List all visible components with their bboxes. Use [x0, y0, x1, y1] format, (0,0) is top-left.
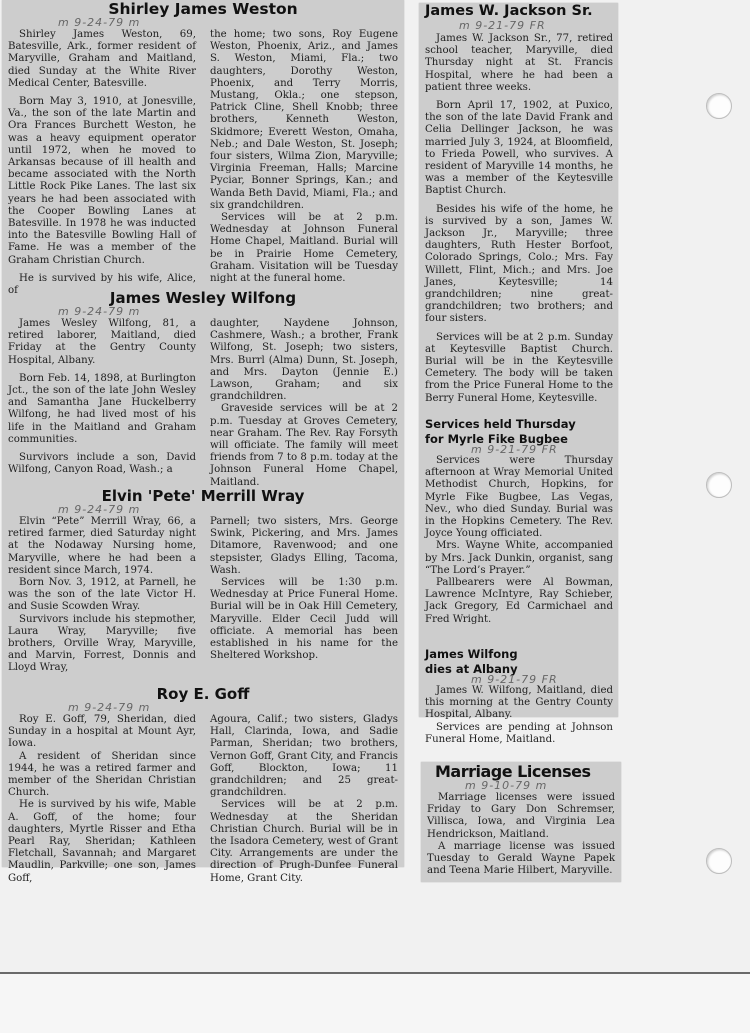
marriage-licenses-clipping — [421, 762, 621, 882]
binder-hole — [706, 848, 732, 874]
handwritten-date: m 9-21-79 FR — [459, 19, 546, 32]
headline: Marriage Licenses — [435, 762, 591, 781]
subhead-line-2: for Myrle Fike Bugbee — [425, 432, 568, 446]
paragraph: Besides his wife of the home, he is survived by a son, James W. Jackson Jr., Maryville; three daughters, Ruth Hester Borfoot, Colorado Springs, Colo.; Mrs. Fay Willett, Flint, Mich.; and Mrs. Joe Janes, Keytesville; 14 grandchildren; nine great-grandchildren; two brothers; and four sisters. — [425, 203, 613, 325]
paragraph: Parnell; two sisters, Mrs. George Swink, Pickering, and Mrs. James Ditamore, Ravenwood; and one stepsister, Gladys Elling, Tacoma, Wash. — [210, 516, 398, 576]
subhead-line-1: James Wilfong — [425, 647, 518, 661]
subhead-line-2: dies at Albany — [425, 662, 518, 676]
headline: Shirley James Weston — [108, 0, 298, 18]
paragraph: James W. Wilfong, Maitland, died this morning at the Gentry County Hospital, Albany. — [425, 685, 613, 721]
paragraph: Agoura, Calif.; two sisters, Gladys Hall, Clarinda, Iowa, and Sadie Parman, Sheridan; two brothers, Vernon Goff, Grant City, and Francis Goff, Blockton, Iowa; 11 grandchildren; and 25 great-grandchildren. — [210, 714, 398, 799]
paragraph: daughter, Naydene Johnson, Cashmere, Wash.; a brother, Frank Wilfong, St. Joseph; two sisters, Mrs. Burrl (Alma) Dunn, St. Joseph, and Mrs. Dayton (Jennie E.) Lawson, Graham; and six grandchildren. — [210, 318, 398, 403]
column-1 — [8, 318, 196, 489]
obituaries-clipping — [2, 0, 404, 884]
paragraph: Elvin “Pete” Merrill Wray, 66, a retired farmer, died Saturday night at the Nodaway Nursing home, Maryville, where he had been a resident since March, 1974. — [8, 516, 196, 576]
obituary-columns — [8, 714, 398, 885]
obituary-columns — [8, 516, 398, 675]
paragraph: Marriage licenses were issued Friday to Gary Don Schremser, Villisca, Iowa, and Virginia Lea Hendrickson, Maitland. — [427, 792, 615, 840]
paragraph: He is survived by his wife, Alice, of — [8, 272, 196, 297]
paragraph: Survivors include a son, David Wilfong, Canyon Road, Wash.; a — [8, 452, 196, 476]
paragraph: Survivors include his stepmother, Laura Wray, Maryville; five brothers, Orville Wray, Maryville, and Marvin, Forrest, Donnis and Lloyd Wray, — [8, 613, 196, 674]
headline: Roy E. Goff — [156, 685, 250, 703]
column-1 — [8, 516, 196, 675]
paragraph: Services are pending at Johnson Funeral Home, Maitland. — [425, 721, 613, 745]
paragraph: A resident of Sheridan since 1944, he was a retired farmer and member of the Sheridan Christian Church. — [8, 750, 196, 799]
paragraph: Born April 17, 1902, at Puxico, the son of the late David Frank and Celia Dellinger Jackson, he was married July 3, 1924, at Bloomfield, to Frieda Powell, who survives. A resident of Maryville 14 months, he was a member of the Keytesville Baptist Church. — [425, 100, 613, 197]
handwritten-date: m 9-21-79 FR — [471, 673, 558, 686]
obituary-weston — [8, 0, 398, 297]
obituary-jackson — [425, 3, 613, 405]
obituary-wilfong-short — [425, 647, 613, 746]
binder-hole — [706, 472, 732, 498]
right-clipping — [419, 3, 618, 745]
obituary-goff — [8, 685, 398, 885]
obituary-wray — [8, 487, 398, 675]
subhead-line-1: Services held Thursday — [425, 417, 576, 431]
scan-background — [0, 974, 750, 1033]
handwritten-date: m 9-24-79 m — [58, 305, 141, 318]
paragraph: Services will be at 2 p.m. Sunday at Keytesville Baptist Church. Burial will be in the Keytesville Cemetery. The body will be taken from the Price Funeral Home to the Berry Funeral Home, Keytesville. — [425, 331, 613, 404]
paragraph: Roy E. Goff, 79, Sheridan, died Sunday in a hospital at Mount Ayr, Iowa. — [8, 714, 196, 750]
obituary-columns — [8, 29, 398, 297]
handwritten-date: m 9-24-79 m — [68, 701, 151, 714]
handwritten-date: m 9-24-79 m — [58, 503, 141, 516]
obituary-columns — [8, 318, 398, 489]
column-2 — [210, 29, 398, 297]
paragraph: A marriage license was issued Tuesday to Gerald Wayne Papek and Teena Marie Hilbert, Maryville. — [427, 840, 615, 877]
column-2 — [210, 516, 398, 675]
binder-hole — [706, 93, 732, 119]
marriage-licenses — [427, 762, 615, 877]
column-2 — [210, 714, 398, 885]
handwritten-date: m 9-24-79 m — [58, 16, 141, 29]
paragraph: Graveside services will be at 2 p.m. Tuesday at Groves Cemetery, near Graham. The Rev. Ray Forsyth will officiate. The family will meet friends from 7 to 8 p.m. today at the Johnson Funeral Home Chapel, Maitland. — [210, 403, 398, 488]
paragraph: Services will be 1:30 p.m. Wednesday at Price Funeral Home. Burial will be in Oak Hill Cemetery, Maryville. Elder Cecil Judd will officiate. A memorial has been established in his name for the Sheltered Workshop. — [210, 577, 398, 662]
column-1 — [8, 714, 196, 885]
paragraph: Services will be at 2 p.m. Wednesday at Johnson Funeral Home Chapel, Maitland. Burial will be in Prairie Home Cemetery, Graham. Visitation will be Tuesday night at the funeral home. — [210, 212, 398, 285]
paragraph: He is survived by his wife, Mable A. Goff, of the home; four daughters, Myrtle Risser and Etha Pearl Ray, Sheridan; Kathleen Fletchall, Savannah; and Margaret Maudlin, Parkville; one son, James Goff, — [8, 799, 196, 884]
paragraph: Services were Thursday afternoon at Wray Memorial United Methodist Church, Hopkins, for Myrle Fike Bugbee, Las Vegas, Nev., who died Sunday. Burial was in the Hopkins Cemetery. The Rev. Joyce Young officiated. — [425, 455, 613, 540]
paragraph: Born May 3, 1910, at Jonesville, Va., the son of the late Martin and Ora Frances Burchett Weston, he was a heavy equipment operator until 1972, when he moved to Arkansas because of ill health and became associated with the North Little Rock Pike Lanes. The last six years he had been associated with the Cooper Bowling Lanes at Batesville. In 1978 he was inducted into the Batesville Bowling Hall of Fame. He was a member of the Graham Christian Church. — [8, 96, 196, 266]
paragraph: Born Feb. 14, 1898, at Burlington Jct., the son of the late John Wesley and Samantha Jane Huckelberry Wilfong, he had lived most of his life in the Maitland and Graham communities. — [8, 372, 196, 445]
paragraph: James W. Jackson Sr., 77, retired school teacher, Maryville, died Thursday night at St. Francis Hospital, where he had been a patient three weeks. — [425, 33, 613, 93]
headline: James W. Jackson Sr. — [425, 3, 593, 19]
column-1 — [8, 29, 196, 297]
obituary-bugbee — [425, 417, 613, 626]
obituary-wilfong — [8, 289, 398, 489]
paragraph: the home; two sons, Roy Eugene Weston, Phoenix, Ariz., and James S. Weston, Miami, Fla.; two daughters, Dorothy Weston, Phoenix, and Terry Morris, Mustang, Okla.; one stepson, Patrick Cline, Shell Knobb; three brothers, Kenneth Weston, Skidmore; Everett Weston, Omaha, Neb.; and Dale Weston, St. Joseph; four sisters, Wilma Zion, Maryville; Virginia Freeman, Halls; Marcine Pyciar, Bonner Springs, Kan.; and Wanda Beth David, Miami, Fla.; and six grandchildren. — [210, 29, 398, 211]
paragraph: Born Nov. 3, 1912, at Parnell, he was the son of the late Victor H. and Susie Scowden Wray. — [8, 577, 196, 613]
paragraph: Services will be at 2 p.m. Wednesday at the Sheridan Christian Church. Burial will be in the Isadora Cemetery, west of Grant City. Arrangements are under the direction of Prugh-Dunfee Funeral Home, Grant City. — [210, 799, 398, 884]
paragraph: Mrs. Wayne White, accompanied by Mrs. Jack Dunkin, organist, sang “The Lord’s Prayer.” — [425, 540, 613, 576]
paragraph: Pallbearers were Al Bowman, Lawrence McIntyre, Ray Schieber, Jack Gregory, Ed Carmichael and Fred Wright. — [425, 577, 613, 625]
paragraph: James Wesley Wilfong, 81, a retired laborer, Maitland, died Friday at the Gentry County Hospital, Albany. — [8, 318, 196, 366]
handwritten-date: m 9-10-79 m — [465, 779, 548, 792]
headline: Elvin 'Pete' Merrill Wray — [101, 487, 305, 505]
paragraph: Shirley James Weston, 69, Batesville, Ark., former resident of Maryville, Graham and Maitland, died Sunday at the White River Medical Center, Batesville. — [8, 29, 196, 89]
handwritten-date: m 9-21-79 FR — [471, 443, 558, 456]
column-2 — [210, 318, 398, 489]
headline: James Wesley Wilfong — [109, 289, 297, 307]
